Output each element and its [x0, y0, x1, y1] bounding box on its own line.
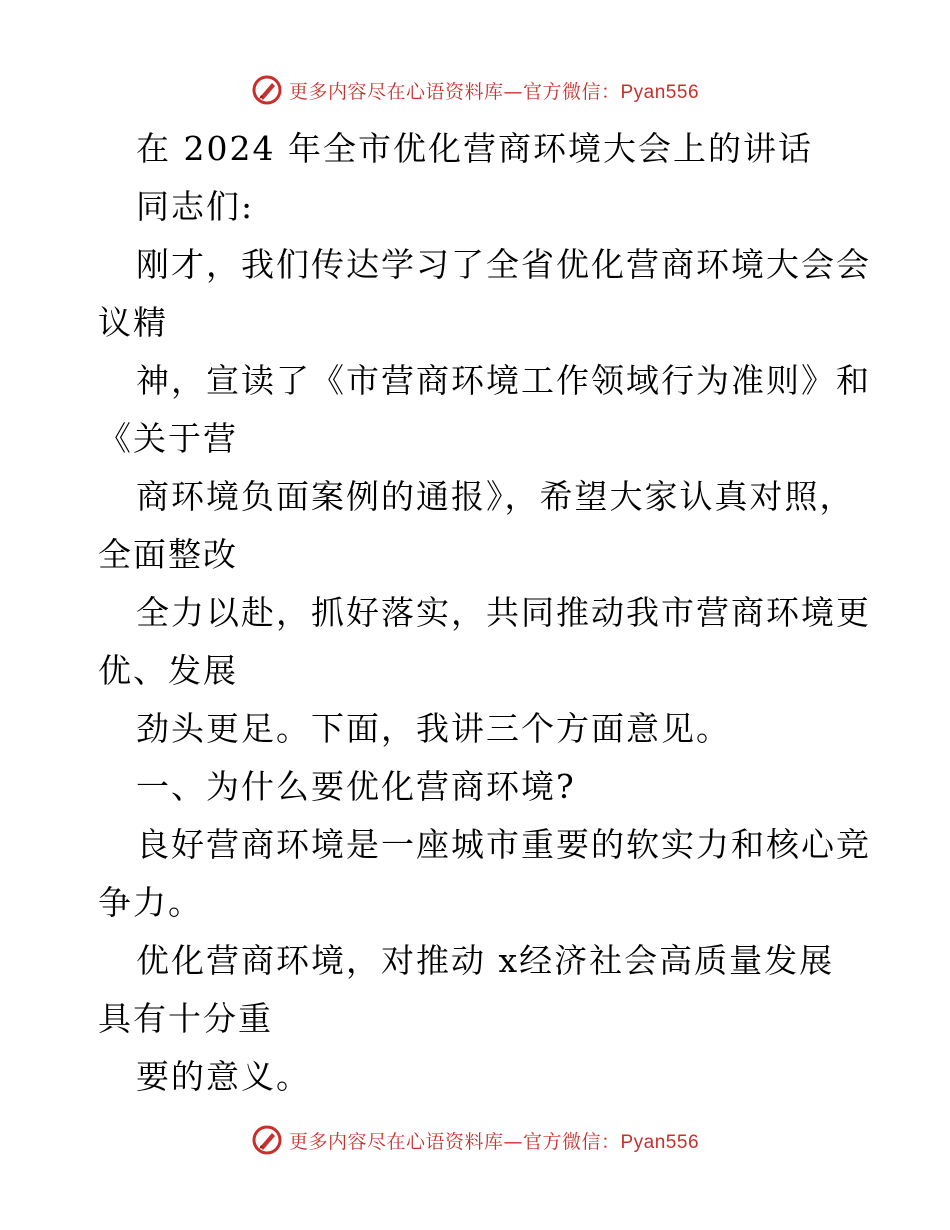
- pen-logo-icon: [251, 74, 283, 106]
- doc-line: 优化营商环境，对推动 x经济社会高质量发展: [136, 941, 835, 980]
- doc-line: 议精: [98, 303, 168, 342]
- doc-line: 在 2024 年全市优化营商环境大会上的讲话: [136, 129, 813, 168]
- pen-logo-icon: [251, 1124, 283, 1156]
- watermark-text: 更多内容尽在心语资料库—官方微信：Pyan556: [288, 80, 700, 103]
- doc-line: 要的意义。: [136, 1057, 311, 1096]
- document-body: [98, 120, 871, 1106]
- doc-line: 神，宣读了《市营商环境工作领域行为准则》和: [136, 361, 871, 400]
- doc-line: 争力。: [98, 883, 203, 922]
- doc-line: 全力以赴，抓好落实，共同推动我市营商环境更: [136, 593, 871, 632]
- doc-line: 良好营商环境是一座城市重要的软实力和核心竞: [136, 825, 871, 864]
- doc-line: 具有十分重: [98, 999, 273, 1038]
- doc-line: 刚才，我们传达学习了全省优化营商环境大会会: [136, 245, 871, 284]
- section-heading: 一、为什么要优化营商环境?: [136, 767, 576, 806]
- doc-line: 优、发展: [98, 651, 238, 690]
- watermark-text: 更多内容尽在心语资料库—官方微信：Pyan556: [288, 1130, 700, 1153]
- watermark-header: [0, 70, 950, 110]
- doc-line: 商环境负面案例的通报》，希望大家认真对照，: [136, 477, 855, 516]
- doc-line: 《关于营: [98, 419, 238, 458]
- doc-line: 同志们:: [136, 187, 255, 226]
- doc-line: 劲头更足。下面，我讲三个方面意见。: [136, 709, 731, 748]
- doc-line: 全面整改: [98, 535, 238, 574]
- watermark-footer: [0, 1120, 950, 1160]
